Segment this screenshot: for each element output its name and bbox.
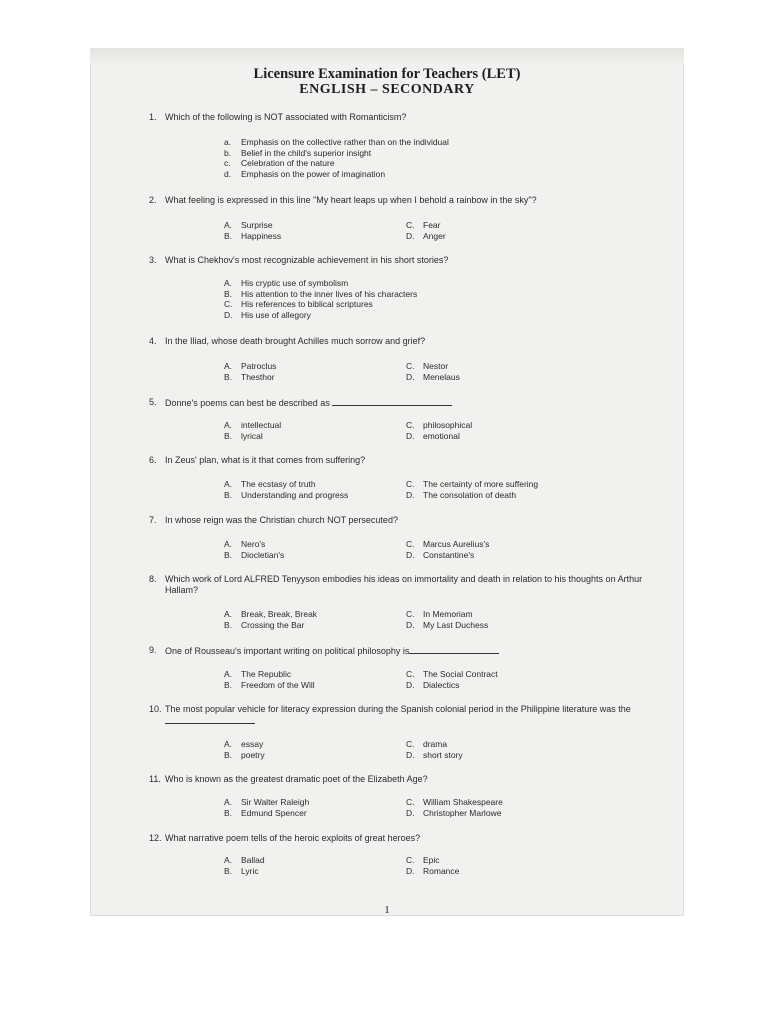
question-12: 12. What narrative poem tells of the heroic exploits of great heroes?: [149, 833, 421, 843]
option: A. Nero's: [224, 539, 266, 549]
option: B. Edmund Spencer: [224, 808, 307, 818]
option: C. drama: [406, 739, 448, 749]
option: B. poetry: [224, 750, 265, 760]
option: B. Crossing the Bar: [224, 620, 305, 630]
option: D. The consolation of death: [406, 490, 517, 500]
option: D. short story: [406, 750, 463, 760]
option: A. essay: [224, 739, 264, 749]
option: B. His attention to the inner lives of his characters: [224, 288, 418, 299]
option: C. The certainty of more suffering: [406, 479, 539, 489]
exam-page: [90, 48, 684, 916]
option: a. Emphasis on the collective rather than on the individual: [224, 137, 449, 147]
option: D. emotional: [406, 431, 460, 441]
option: D. Dialectics: [406, 680, 460, 690]
option: A. Sir Walter Raleigh: [224, 797, 310, 807]
option: A. intellectual: [224, 420, 282, 430]
question-7: 7. In whose reign was the Christian church NOT persecuted?: [149, 515, 398, 525]
option: D. Menelaus: [406, 372, 460, 382]
option: C. William Shakespeare: [406, 797, 503, 807]
option: D. Romance: [406, 866, 460, 876]
answer-blank: [332, 397, 452, 406]
option: C. Fear: [406, 220, 441, 230]
option: C. philosophical: [406, 420, 473, 430]
exam-subtitle: ENGLISH – SECONDARY: [299, 82, 475, 97]
option: A. Surprise: [224, 220, 273, 230]
option: B. Freedom of the Will: [224, 680, 315, 690]
option: D. Constantine's: [406, 550, 475, 560]
option: D. Christopher Marlowe: [406, 808, 502, 818]
option: D. Anger: [406, 231, 446, 241]
option: A. The ecstasy of truth: [224, 479, 316, 489]
option: A. Ballad: [224, 855, 265, 865]
option: B. Lyric: [224, 866, 259, 876]
question-1: 1. Which of the following is NOT associated with Romanticism?: [149, 112, 407, 122]
option: A. The Republic: [224, 669, 292, 679]
question-4: 4. In the Iliad, whose death brought Achilles much sorrow and grief?: [149, 336, 426, 346]
option: B. Understanding and progress: [224, 490, 349, 500]
question-9: 9. One of Rousseau's important writing on political philosophy is: [165, 645, 650, 657]
option: B. lyrical: [224, 431, 263, 441]
option: D. My Last Duchess: [406, 620, 489, 630]
option: A. His cryptic use of symbolism: [224, 278, 349, 288]
question-1-options: [224, 137, 449, 179]
option: B. Thesthor: [224, 372, 275, 382]
option: C. Epic: [406, 855, 440, 865]
option: C. The Social Contract: [406, 669, 498, 679]
scan-top-strip: [90, 48, 684, 64]
option: C. Nestor: [406, 361, 449, 371]
option: A. Break, Break, Break: [224, 609, 318, 619]
option: B. Happiness: [224, 231, 282, 241]
option: c. Celebration of the nature: [224, 158, 335, 168]
exam-title: Licensure Examination for Teachers (LET): [253, 66, 521, 82]
option: D. His use of allegory: [224, 309, 311, 320]
answer-blank: [409, 645, 499, 654]
question-2: 2. What feeling is expressed in this line "My heart leaps up when I behold a rainbow in the sky"?: [149, 195, 537, 205]
question-3-options: [224, 278, 417, 320]
question-10: 10. The most popular vehicle for literacy expression during the Spanish colonial period in the Philippine literature was the: [165, 704, 650, 727]
option: C. Marcus Aurelius's: [406, 539, 490, 549]
question-3: 3. What is Chekhov's most recognizable achievement in his short stories?: [149, 255, 449, 265]
option: A. Patroclus: [224, 361, 277, 371]
question-8: 8. Which work of Lord ALFRED Tenyyson embodies his ideas on immortality and death in relation to his thoughts on Arthur Hallam?: [149, 574, 643, 595]
option: b. Belief in the child's superior insight: [224, 147, 372, 158]
question-11: 11. Who is known as the greatest dramatic poet of the Elizabeth Age?: [149, 774, 428, 784]
answer-blank: [165, 715, 255, 724]
option: C. In Memoriam: [406, 609, 473, 619]
question-6: 6. In Zeus' plan, what is it that comes from suffering?: [149, 455, 366, 465]
option: C. His references to biblical scriptures: [224, 299, 373, 309]
question-5: 5. Donne's poems can best be described as: [165, 397, 650, 409]
page-number: 1: [384, 904, 390, 916]
option: d. Emphasis on the power of imagination: [224, 168, 386, 179]
option: B. Diocletian's: [224, 550, 285, 560]
